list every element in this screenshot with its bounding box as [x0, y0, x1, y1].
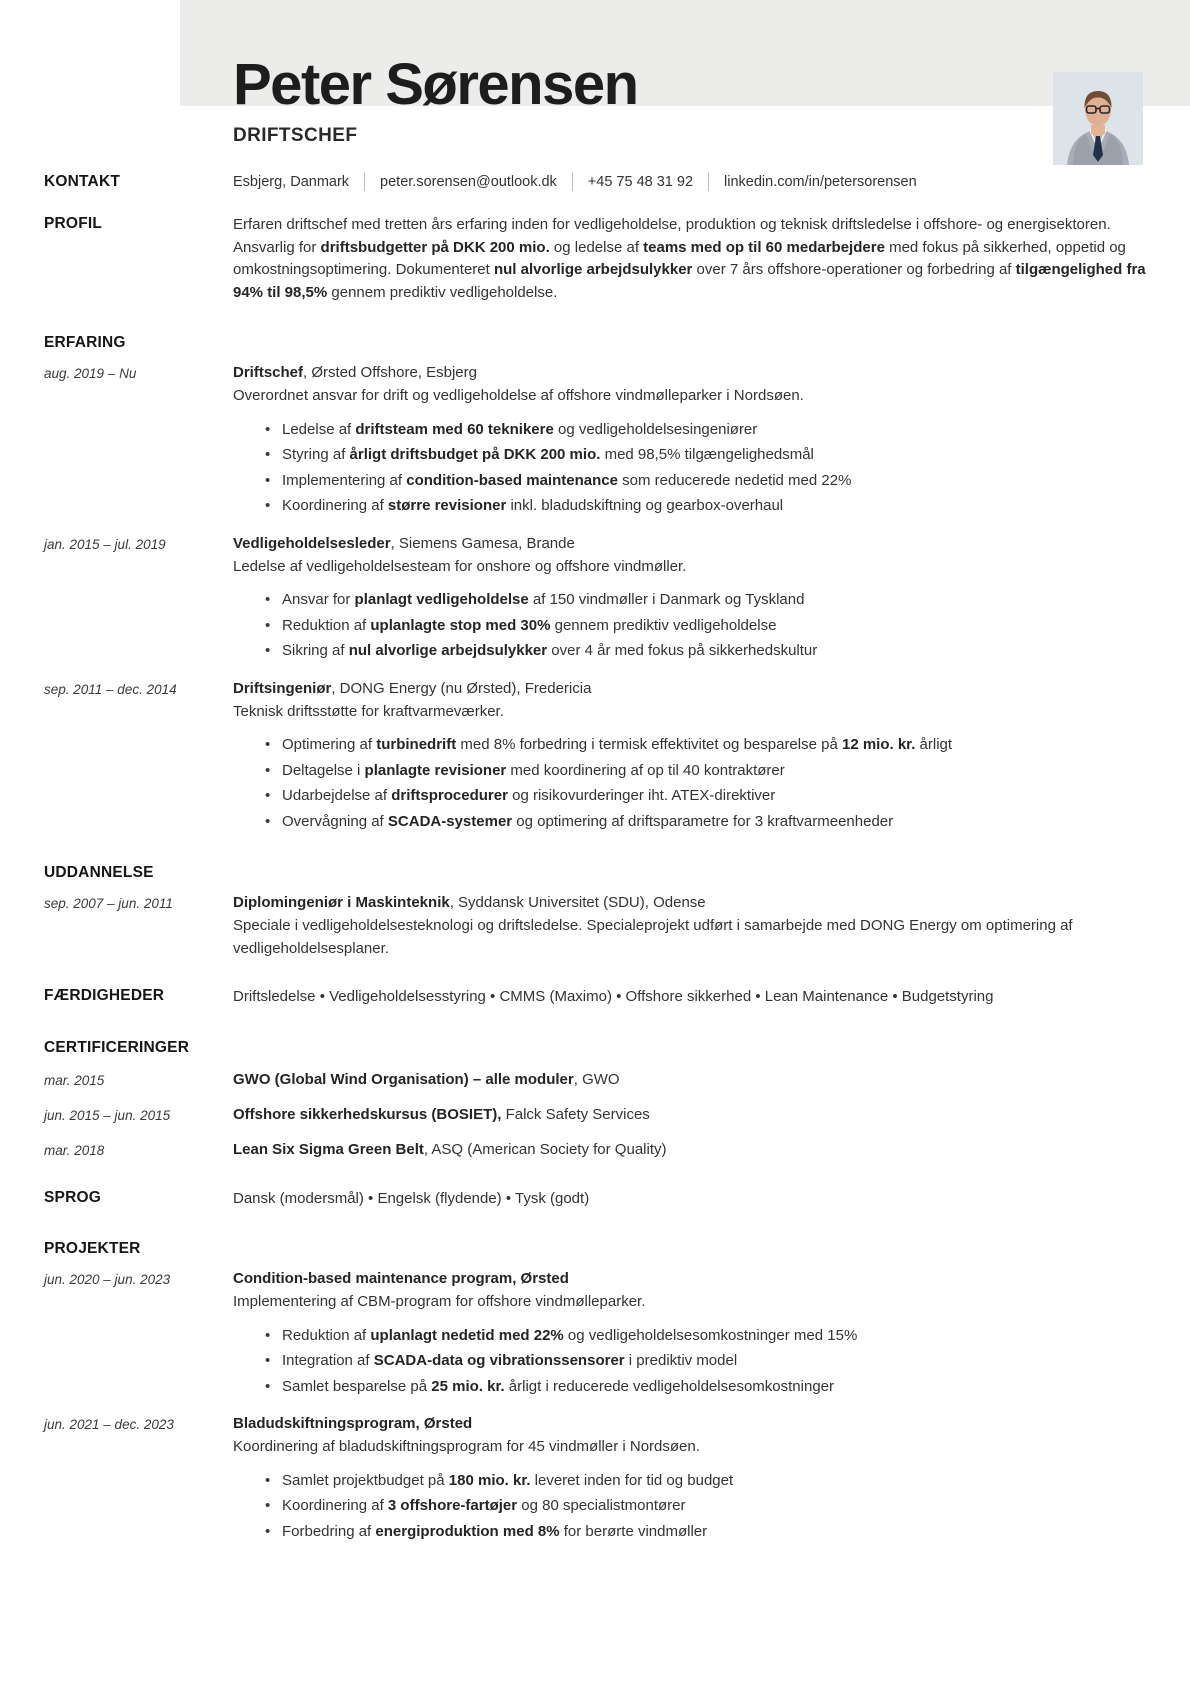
contact-section	[0, 172, 1190, 191]
text-segment: Integration af	[282, 1352, 374, 1369]
text-segment: årligt i reducerede vedligeholdelsesomkostninger	[504, 1377, 834, 1395]
certification-entry-3	[0, 1138, 1190, 1162]
job-bullet-list	[233, 417, 1146, 519]
text-segment: inkl. bladudskiftning og gearbox-overhaul	[506, 497, 784, 514]
text-segment: og risikovurderinger iht. ATEX-direktiver	[507, 787, 776, 804]
bullet-item	[265, 468, 1146, 494]
certificeringer-label: CERTIFICERINGER	[44, 1038, 190, 1056]
text-segment: med 98,5% tilgængelighedsmål	[600, 446, 814, 463]
text-segment: Sikring af	[282, 642, 349, 659]
text-segment: i prediktiv model	[624, 1352, 738, 1369]
bold-text-segment: nul alvorlige arbejdsulykker	[348, 642, 548, 659]
bold-text-segment: årligt driftsbudget på DKK 200 mio.	[349, 446, 601, 463]
text-segment: Overvågning af	[282, 812, 388, 830]
project-bullet-list	[233, 1468, 1146, 1545]
candidate-title: DRIFTSCHEF	[233, 125, 358, 146]
contact-linkedin[interactable]: linkedin.com/in/petersorensen	[724, 173, 917, 190]
faerdigheder-section	[0, 986, 1190, 1009]
bold-text-segment: Condition-based maintenance program, Ørsted	[233, 1270, 569, 1287]
text-segment: og optimering af driftsparametre for 3 kraftvarmeenheder	[512, 812, 894, 830]
bold-text-segment: teams med op til 60 medarbejdere	[643, 238, 885, 256]
bullet-item	[265, 1519, 1146, 1545]
bold-text-segment: SCADA-systemer	[387, 812, 513, 830]
bullet-item	[265, 1374, 1146, 1400]
bullet-item	[265, 732, 1146, 758]
bullet-item	[265, 442, 1146, 468]
education-date: sep. 2007 – jun. 2011	[44, 896, 173, 911]
project-entry-1	[0, 1267, 1190, 1399]
text-segment: over 4 år med fokus på sikkerhedskultur	[547, 642, 818, 659]
bullet-item	[265, 638, 1146, 664]
bold-text-segment: SCADA-data og vibrationssensorer	[373, 1352, 625, 1369]
job-content	[233, 532, 1146, 664]
job-title	[233, 677, 1146, 701]
contact-separator	[708, 172, 709, 191]
bold-text-segment: condition-based maintenance	[406, 471, 618, 489]
text-segment: Ledelse af	[282, 420, 356, 438]
project-summary: Koordinering af bladudskiftningsprogram for 45 vindmøller i Nordsøen.	[233, 1438, 700, 1455]
text-segment: og vedligeholdelsesomkostninger med 15%	[563, 1326, 858, 1344]
text-segment: for berørte vindmøller	[559, 1522, 708, 1540]
job-date: aug. 2019 – Nu	[44, 366, 137, 381]
certification-title	[233, 1138, 1146, 1162]
certification-entry-2	[0, 1103, 1190, 1127]
bullet-item	[265, 758, 1146, 784]
text-segment: Deltagelse i	[282, 761, 365, 779]
bold-text-segment: planlagt vedligeholdelse	[354, 591, 529, 608]
education-entry	[0, 891, 1190, 960]
text-segment: og ledelse af	[549, 238, 644, 256]
project-summary: Implementering af CBM-program for offshore vindmølleparker.	[233, 1293, 646, 1310]
project-content	[233, 1412, 1146, 1544]
contact-location: Esbjerg, Danmark	[233, 173, 350, 190]
sprog-label: SPROG	[44, 1188, 101, 1206]
languages-list: Dansk (modersmål) • Engelsk (flydende) • Tysk (godt)	[233, 1189, 590, 1207]
certification-entry-1	[0, 1068, 1190, 1092]
bullet-item	[265, 809, 1146, 835]
job-date: jan. 2015 – jul. 2019	[44, 536, 166, 552]
bullet-item	[265, 493, 1146, 519]
bold-text-segment: uplanlagt nedetid med 22%	[370, 1326, 564, 1344]
project-date: jun. 2020 – jun. 2023	[44, 1272, 171, 1287]
job-entry-1	[0, 361, 1190, 519]
bold-text-segment: Vedligeholdelsesleder	[233, 534, 391, 552]
text-segment: , ASQ (American Society for Quality)	[423, 1140, 667, 1158]
education-content	[233, 891, 1146, 960]
text-segment: , Syddansk Universitet (SDU), Odense	[449, 894, 706, 911]
bold-text-segment: Lean Six Sigma Green Belt	[233, 1140, 424, 1158]
contact-line	[233, 172, 1146, 191]
bold-text-segment: Bladudskiftningsprogram, Ørsted	[233, 1415, 473, 1432]
contact-phone: +45 75 48 31 92	[587, 173, 694, 190]
bold-text-segment: driftsbudgetter på DKK 200 mio.	[320, 238, 550, 256]
certification-title	[233, 1103, 1146, 1127]
bold-text-segment: tilgængelighed fra 94% til 98,5%	[233, 261, 1146, 301]
project-content	[233, 1267, 1146, 1399]
text-segment: med koordinering af op til 40 kontraktører	[506, 761, 785, 779]
profile-photo-illustration	[1053, 72, 1143, 165]
text-segment: med fokus på sikkerhed, oppetid og omkostningsoptimering. Dokumenteret	[233, 238, 1126, 278]
project-date: jun. 2021 – dec. 2023	[44, 1417, 174, 1432]
sprog-section	[0, 1188, 1190, 1211]
profil-section	[0, 214, 1190, 304]
bold-text-segment: Diplomingeniør i Maskinteknik	[233, 894, 450, 911]
bullet-item	[265, 417, 1146, 443]
certification-title	[233, 1068, 1146, 1092]
text-segment: over 7 års offshore-operationer og forbedring af	[692, 261, 1016, 278]
text-segment: , GWO	[573, 1070, 620, 1088]
project-title	[233, 1267, 1146, 1291]
bullet-item	[265, 1323, 1146, 1349]
bold-text-segment: driftsprocedurer	[391, 787, 508, 804]
job-summary: Ledelse af vedligeholdelsesteam for onshore og offshore vindmøller.	[233, 557, 687, 575]
text-segment: Koordinering af	[282, 497, 388, 514]
profil-label: PROFIL	[44, 215, 103, 232]
skills-list: Driftsledelse • Vedligeholdelsesstyring • CMMS (Maximo) • Offshore sikkerhed • Lean Maintenance • Budgetstyring	[233, 988, 994, 1005]
text-segment: og 80 specialistmontører	[517, 1497, 686, 1514]
contact-separator	[572, 172, 573, 191]
text-segment: med 8% forbedring i termisk effektivitet og besparelse på	[456, 736, 842, 753]
text-segment: gennem prediktiv vedligeholdelse.	[327, 283, 558, 301]
profil-text	[233, 214, 1146, 304]
text-segment: Reduktion af	[282, 1326, 371, 1344]
contact-separator	[364, 172, 365, 191]
bold-text-segment: nul alvorlige arbejdsulykker	[493, 261, 693, 278]
project-entry-2	[0, 1412, 1190, 1544]
text-segment: leveret inden for tid og budget	[530, 1471, 734, 1489]
job-entry-2	[0, 532, 1190, 664]
job-bullet-list	[233, 732, 1146, 834]
text-segment: Samlet besparelse på	[282, 1377, 432, 1395]
faerdigheder-label: FÆRDIGHEDER	[44, 987, 165, 1004]
uddannelse-section-header	[0, 863, 1190, 882]
bold-text-segment: uplanlagte stop med 30%	[370, 616, 551, 634]
job-bullet-list	[233, 587, 1146, 664]
certification-date: jun. 2015 – jun. 2015	[44, 1107, 171, 1123]
bold-text-segment: 12 mio. kr.	[841, 736, 916, 753]
job-date: sep. 2011 – dec. 2014	[44, 681, 177, 697]
erfaring-section-header	[0, 333, 1190, 352]
job-entry-3	[0, 677, 1190, 835]
text-segment: Forbedring af	[282, 1522, 376, 1540]
text-segment: som reducerede nedetid med 22%	[617, 471, 852, 489]
text-segment: , Ørsted Offshore, Esbjerg	[303, 364, 477, 381]
text-segment: Erfaren driftschef med tretten års erfaring inden for vedligeholdelse, produktion og teknisk driftsledelse i offshore- og energisektoren. Ansvarlig for	[233, 216, 1111, 256]
bold-text-segment: GWO (Global Wind Organisation) – alle moduler	[233, 1070, 574, 1088]
bold-text-segment: Offshore sikkerhedskursus (BOSIET),	[233, 1105, 502, 1123]
bold-text-segment: større revisioner	[387, 497, 507, 514]
text-segment: Koordinering af	[282, 1497, 388, 1514]
text-segment: Udarbejdelse af	[282, 787, 392, 804]
candidate-name: Peter Sørensen	[233, 52, 638, 117]
bullet-item	[265, 1348, 1146, 1374]
text-segment: Optimering af	[282, 736, 377, 753]
job-summary: Overordnet ansvar for drift og vedligeholdelse af offshore vindmølleparker i Nordsøen.	[233, 387, 804, 404]
job-title	[233, 361, 1146, 385]
bullet-item	[265, 783, 1146, 809]
bullet-item	[265, 1493, 1146, 1519]
project-title	[233, 1412, 1146, 1436]
bold-text-segment: Driftsingeniør	[233, 679, 332, 697]
bullet-item	[265, 1468, 1146, 1494]
text-segment: Falck Safety Services	[501, 1105, 650, 1123]
bullet-item	[265, 587, 1146, 613]
text-segment: Samlet projektbudget på	[282, 1471, 449, 1489]
contact-label: KONTAKT	[44, 173, 121, 190]
text-segment: , Siemens Gamesa, Brande	[390, 534, 575, 552]
resume-header	[0, 0, 1190, 160]
job-content	[233, 361, 1146, 519]
bold-text-segment: driftsteam med 60 teknikere	[355, 420, 554, 438]
bold-text-segment: energiproduktion med 8%	[375, 1522, 560, 1540]
text-segment: af 150 vindmøller i Danmark og Tyskland	[528, 591, 805, 608]
text-segment: , DONG Energy (nu Ørsted), Fredericia	[331, 679, 592, 697]
bold-text-segment: turbinedrift	[376, 736, 457, 753]
uddannelse-label: UDDANNELSE	[44, 864, 154, 881]
text-segment: og vedligeholdelsesingeniører	[553, 420, 758, 438]
text-segment: årligt	[915, 736, 953, 753]
education-description: Speciale i vedligeholdelsesteknologi og driftsledelse. Specialeprojekt udført i samarbejde med DONG Energy om optimering af vedligeholdelsesplaner.	[233, 917, 1073, 957]
bold-text-segment: 25 mio. kr.	[431, 1377, 505, 1395]
profile-photo	[1053, 72, 1143, 165]
erfaring-label: ERFARING	[44, 334, 126, 351]
projekter-section-header	[0, 1239, 1190, 1258]
certification-date: mar. 2015	[44, 1072, 105, 1088]
bold-text-segment: Driftschef	[233, 364, 304, 381]
certification-date: mar. 2018	[44, 1142, 105, 1158]
contact-email[interactable]: peter.sorensen@outlook.dk	[380, 173, 557, 190]
education-title	[233, 891, 1146, 915]
projekter-label: PROJEKTER	[44, 1240, 141, 1257]
job-summary: Teknisk driftsstøtte for kraftvarmeværker.	[233, 702, 504, 720]
job-content	[233, 677, 1146, 835]
bold-text-segment: 180 mio. kr.	[448, 1471, 531, 1489]
text-segment: Styring af	[282, 446, 350, 463]
text-segment: Reduktion af	[282, 616, 371, 634]
bold-text-segment: 3 offshore-fartøjer	[387, 1497, 518, 1514]
project-bullet-list	[233, 1323, 1146, 1400]
certificeringer-section-header	[0, 1038, 1190, 1057]
bullet-item	[265, 613, 1146, 639]
text-segment: gennem prediktiv vedligeholdelse	[550, 616, 777, 634]
bold-text-segment: planlagte revisioner	[364, 761, 507, 779]
text-segment: Ansvar for	[282, 591, 355, 608]
text-segment: Implementering af	[282, 471, 407, 489]
job-title	[233, 532, 1146, 556]
